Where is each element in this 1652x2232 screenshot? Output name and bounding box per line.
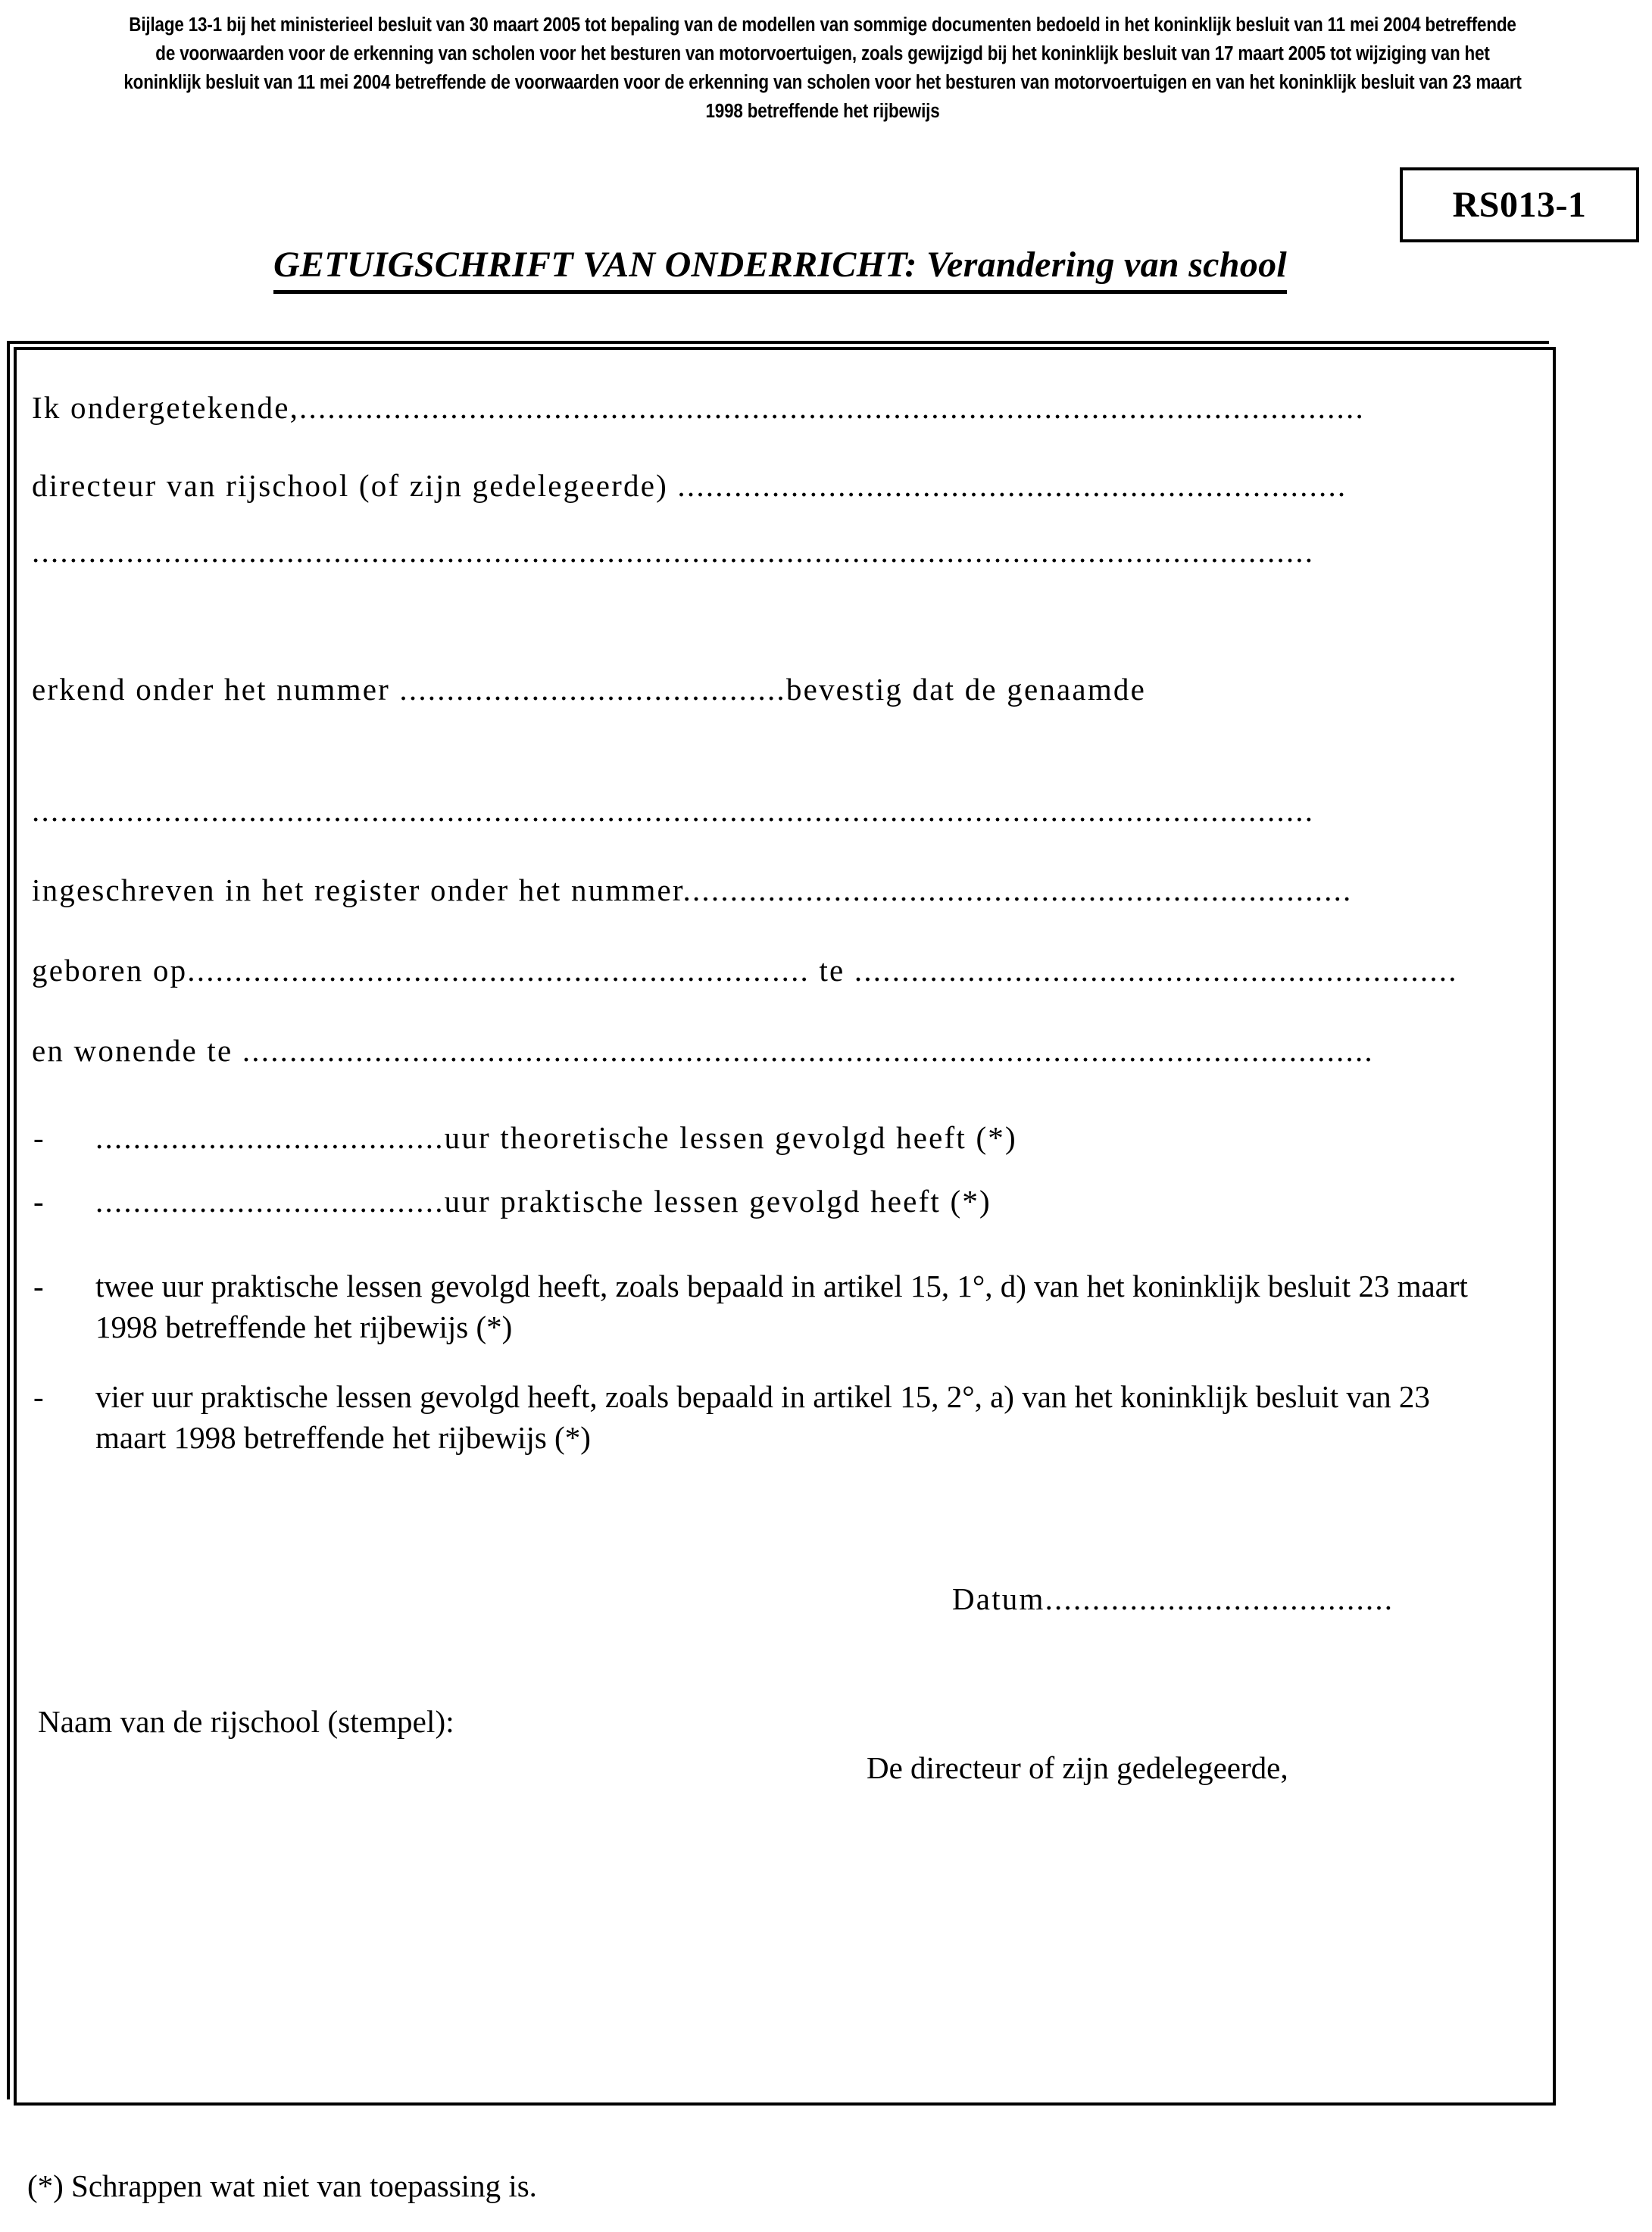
field-residence[interactable]: en wonende te ........................................................................................................................ [32, 1033, 1374, 1068]
page-title-text: GETUIGSCHRIFT VAN ONDERRICHT: Verandering van school [273, 244, 1287, 294]
list-item-four-hours-article15-2a[interactable] [33, 1376, 1503, 1458]
form-code-box [1400, 167, 1639, 242]
page-title [0, 244, 1560, 294]
bullet-marker: - [33, 1184, 44, 1219]
bullet-marker: - [33, 1379, 44, 1414]
form-code-label: RS013-1 [1452, 185, 1587, 225]
list-item-label: .....................................uur theoretische lessen gevolgd heeft (*) [95, 1120, 1017, 1155]
field-blank-line-1[interactable]: ........................................................................................................................................ [32, 534, 1315, 569]
list-item-two-hours-article15-1d[interactable] [33, 1266, 1503, 1347]
list-item-label: twee uur praktische lessen gevolgd heeft, zoals bepaald in artikel 15, 1°, d) van het koninklijk besluit 23 maart 1998 betreffende het rijbewijs (*) [95, 1269, 1468, 1344]
field-recognition-number[interactable]: erkend onder het nummer .........................................bevestig dat de genaamde [32, 672, 1147, 707]
list-item-theory-hours[interactable] [33, 1117, 1321, 1158]
label-signature: De directeur of zijn gedelegeerde, [867, 1750, 1288, 1785]
list-item-label: vier uur praktische lessen gevolgd heeft, zoals bepaald in artikel 15, 2°, a) van het koninklijk besluit van 23 maart 1998 betreffende het rijbewijs (*) [95, 1379, 1430, 1455]
certificate-box [14, 347, 1556, 2106]
field-blank-line-2[interactable]: ........................................................................................................................................ [32, 793, 1315, 828]
bullet-marker: - [33, 1269, 44, 1303]
field-register-number[interactable]: ingeschreven in het register onder het nummer....................................................................... [32, 873, 1353, 907]
list-item-practice-hours[interactable] [33, 1181, 1321, 1222]
bullet-marker: - [33, 1120, 44, 1155]
footnote-strike-out: (*) Schrappen wat niet van toepassing is. [27, 2168, 537, 2203]
field-birth-date-place[interactable]: geboren op.................................................................. te ................................................................ [32, 953, 1458, 988]
field-undersigned[interactable]: Ik ondergetekende,................................................................................................................. [32, 390, 1365, 425]
field-director[interactable]: directeur van rijschool (of zijn gedelegeerde) ....................................................................... [32, 468, 1348, 503]
legal-reference-header: Bijlage 13-1 bij het ministerieel besluit van 30 maart 2005 tot bepaling van de modellen van sommige documenten bedoeld in het koninklijk besluit van 11 mei 2004 betreffende de voorwaarden voor de erkenning van scholen voor het besturen van motorvoertuigen, zoals gewijzigd bij het koninklijk besluit van 17 maart 2005 tot wijziging van het koninklijk besluit van 11 mei 2004 betreffende de voorwaarden voor de erkenning van scholen voor het besturen van motorvoertuigen en van het koninklijk besluit van 23 maart 1998 betreffende het rijbewijs [123, 14, 1522, 122]
list-item-label: .....................................uur praktische lessen gevolgd heeft (*) [95, 1184, 992, 1219]
field-date[interactable]: Datum..................................... [952, 1581, 1394, 1616]
label-school-stamp: Naam van de rijschool (stempel): [38, 1704, 454, 1739]
